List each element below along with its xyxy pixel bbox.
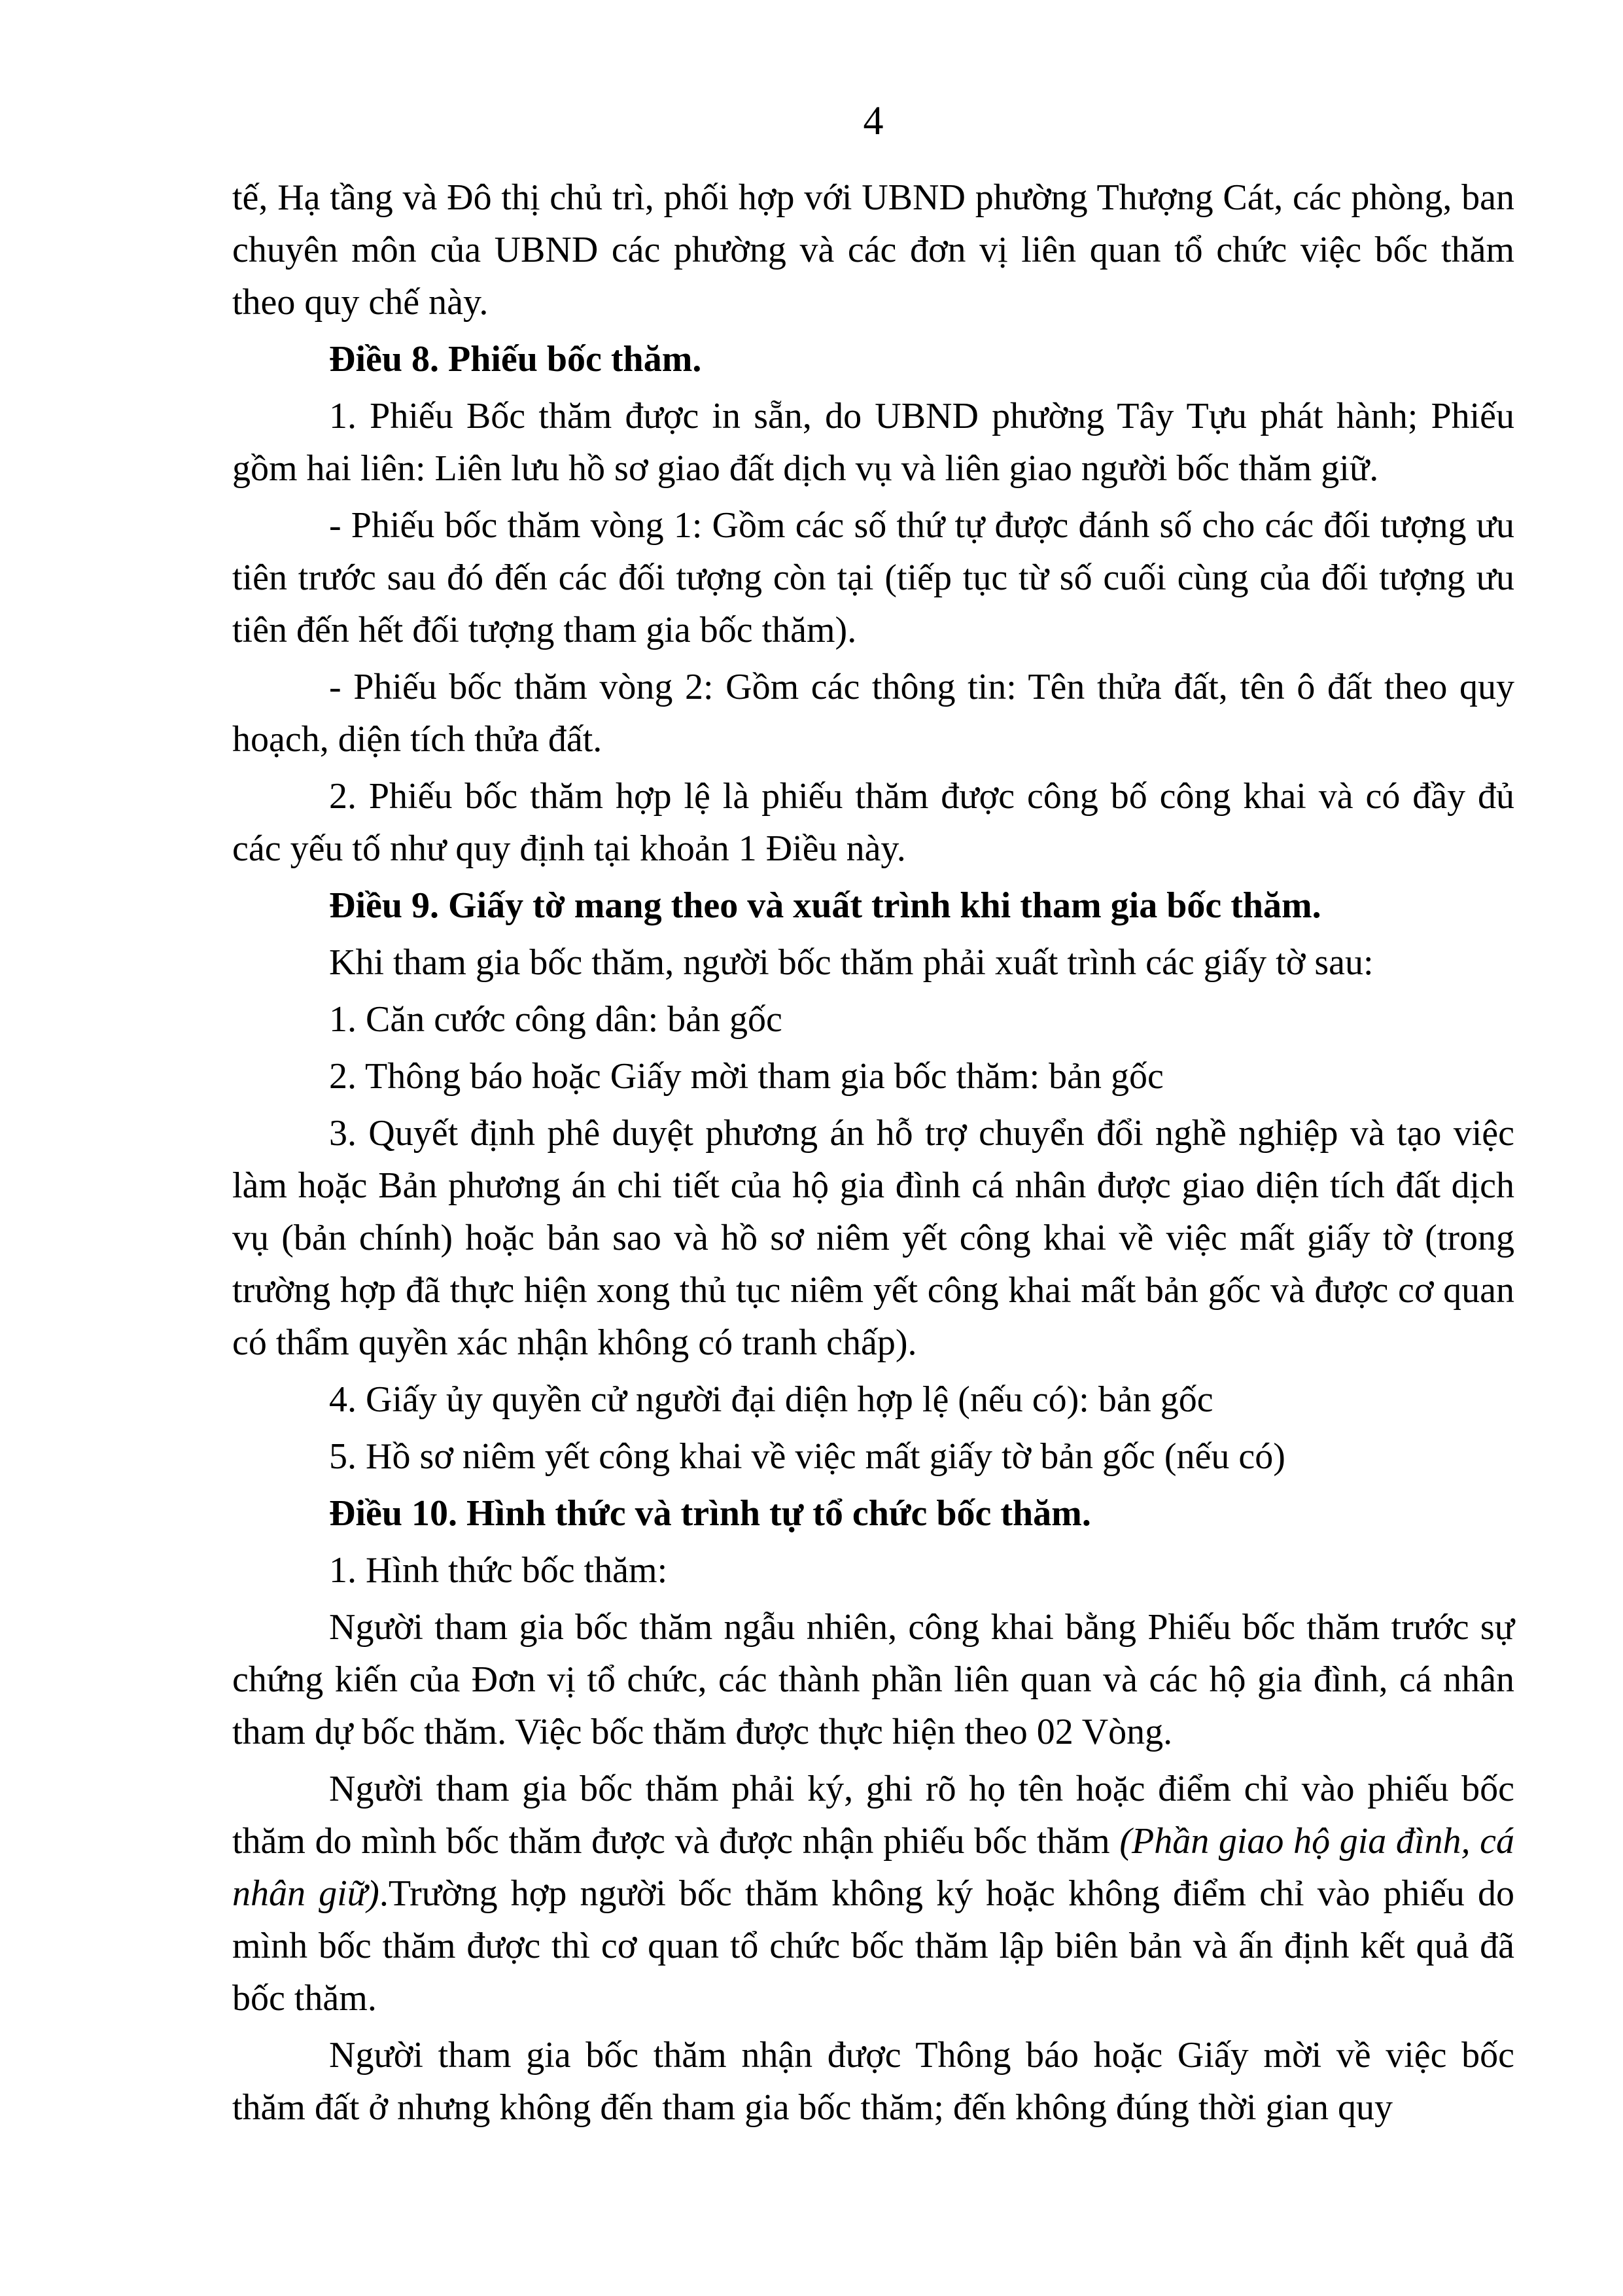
paragraph: 2. Thông báo hoặc Giấy mời tham gia bốc thăm: bản gốc (329, 1056, 1164, 1097)
heading-dieu-10: Điều 10. Hình thức và trình tự tổ chức bốc thăm. (329, 1493, 1091, 1534)
paragraph: Người tham gia bốc thăm ngẫu nhiên, công khai bằng Phiếu bốc thăm trước sự chứng kiến của Đơn vị tổ chức, các thành phần liên quan và các hộ gia đình, cá nhân tham dự bốc thăm. Việc bốc thăm được thực hiện theo 02 Vòng. (232, 1607, 1514, 1752)
heading-dieu-9: Điều 9. Giấy tờ mang theo và xuất trình khi tham gia bốc thăm. (329, 885, 1321, 926)
paragraph: 1. Hình thức bốc thăm: (329, 1550, 668, 1591)
document-body (232, 171, 1514, 2138)
paragraph: Khi tham gia bốc thăm, người bốc thăm phải xuất trình các giấy tờ sau: (329, 942, 1374, 983)
heading-dieu-8: Điều 8. Phiếu bốc thăm. (329, 339, 702, 380)
paragraph: 1. Căn cước công dân: bản gốc (329, 999, 782, 1040)
paragraph: 4. Giấy ủy quyền cử người đại diện hợp lệ (nếu có): bản gốc (329, 1379, 1213, 1420)
paragraph-run-italic: (Phần giao hộ gia đình, cá nhân giữ) (232, 1821, 1514, 1914)
paragraph: 5. Hồ sơ niêm yết công khai về việc mất giấy tờ bản gốc (nếu có) (329, 1436, 1285, 1477)
paragraph-run: .Trường hợp người bốc thăm không ký hoặc không điểm chỉ vào phiếu do mình bốc thăm được thì cơ quan tổ chức bốc thăm lập biên bản và ấn định kết quả đã bốc thăm. (232, 1873, 1514, 2019)
paragraph-run: Người tham gia bốc thăm phải ký, ghi rõ họ tên hoặc điểm chỉ vào phiếu bốc thăm do mình bốc thăm được và được nhận phiếu bốc thăm (232, 1769, 1514, 1862)
paragraph: 3. Quyết định phê duyệt phương án hỗ trợ chuyển đổi nghề nghiệp và tạo việc làm hoặc Bản phương án chi tiết của hộ gia đình cá nhân được giao diện tích đất dịch vụ (bản chính) hoặc bản sao và hồ sơ niêm yết công khai về việc mất giấy tờ (trong trường hợp đã thực hiện xong thủ tục niêm yết công khai mất bản gốc và được cơ quan có thẩm quyền xác nhận không có tranh chấp). (232, 1113, 1514, 1363)
paragraph: - Phiếu bốc thăm vòng 2: Gồm các thông tin: Tên thửa đất, tên ô đất theo quy hoạch, diện tích thửa đất. (232, 667, 1514, 760)
page-number: 4 (863, 99, 884, 143)
paragraph: 1. Phiếu Bốc thăm được in sẵn, do UBND phường Tây Tựu phát hành; Phiếu gồm hai liên: Liên lưu hồ sơ giao đất dịch vụ và liên giao người bốc thăm giữ. (232, 396, 1514, 489)
paragraph: - Phiếu bốc thăm vòng 1: Gồm các số thứ tự được đánh số cho các đối tượng ưu tiên trước sau đó đến các đối tượng còn tại (tiếp tục từ số cuối cùng của đối tượng ưu tiên đến hết đối tượng tham gia bốc thăm). (232, 505, 1514, 650)
paragraph: 2. Phiếu bốc thăm hợp lệ là phiếu thăm được công bố công khai và có đầy đủ các yếu tố như quy định tại khoản 1 Điều này. (232, 776, 1514, 869)
paragraph-with-italic (232, 1763, 1514, 2024)
paragraph: Người tham gia bốc thăm nhận được Thông báo hoặc Giấy mời về việc bốc thăm đất ở nhưng không đến tham gia bốc thăm; đến không đúng thời gian quy (232, 2035, 1514, 2128)
paragraph-continuation: tế, Hạ tầng và Đô thị chủ trì, phối hợp với UBND phường Thượng Cát, các phòng, ban chuyên môn của UBND các phường và các đơn vị liên quan tổ chức việc bốc thăm theo quy chế này. (232, 177, 1514, 323)
